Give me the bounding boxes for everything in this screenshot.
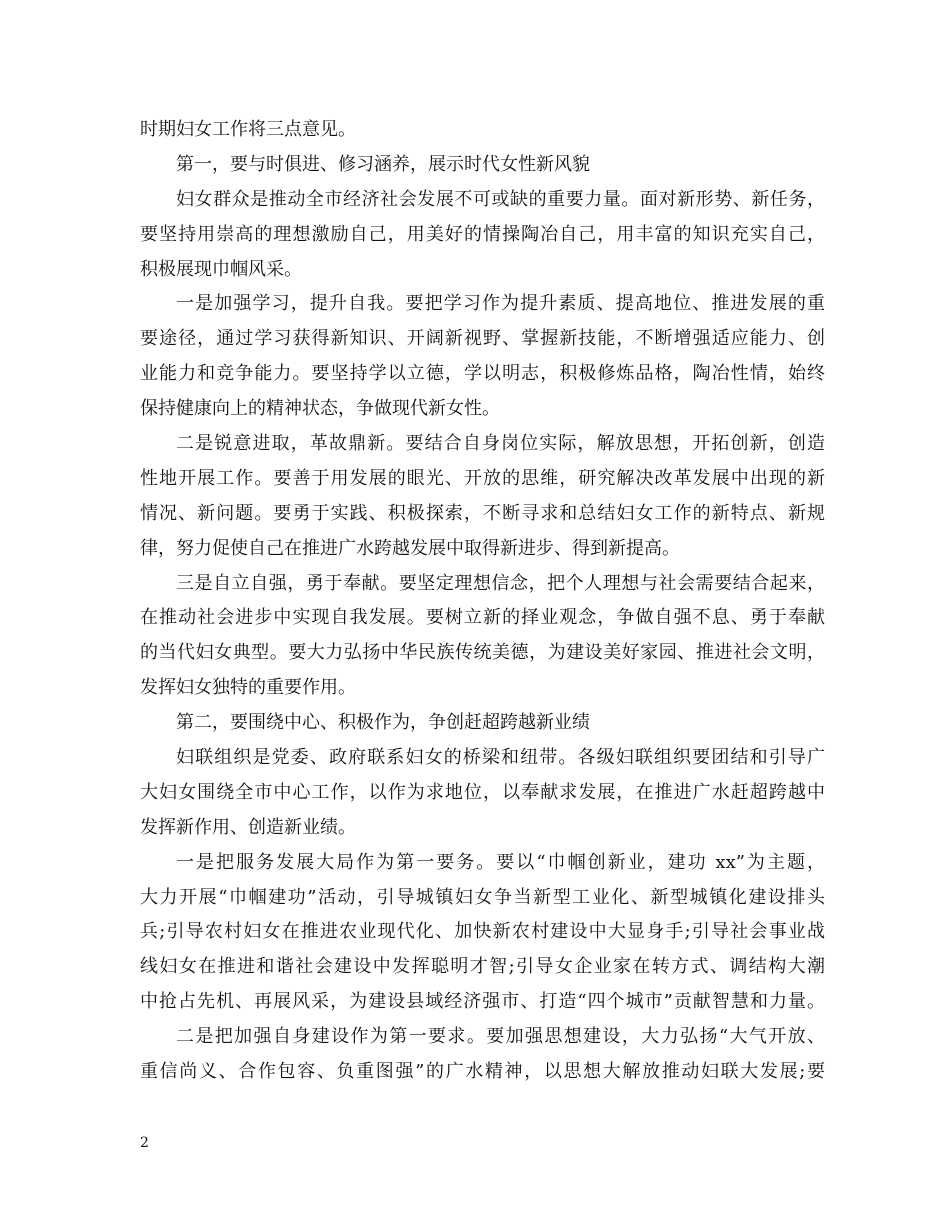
text-line: 重信尚义、合作包容、负重图强”的广水精神，以思想大解放推动妇联大发展;要 [140, 1061, 825, 1083]
text-line: 发挥妇女独特的重要作用。 [140, 677, 356, 699]
text-line: 二是把加强自身建设作为第一要求。要加强思想建设，大力弘扬“大气开放、 [176, 1026, 825, 1048]
text-line: 线妇女在推进和谐社会建设中发挥聪明才智;引导女企业家在转方式、调结构大潮 [140, 956, 825, 978]
text-line: 发挥新作用、创造新业绩。 [140, 816, 356, 838]
text-line: 情况、新问题。要勇于实践、积极探索，不断寻求和总结妇女工作的新特点、新规 [140, 502, 825, 524]
text-line: 一是把服务发展大局作为第一要务。要以“巾帼创新业，建功 xx”为主题， [176, 851, 825, 873]
text-line: 要坚持用崇高的理想激励自己，用美好的情操陶冶自己，用丰富的知识充实自己， [140, 223, 825, 245]
text-line: 大力开展“巾帼建功”活动，引导城镇妇女争当新型工业化、新型城镇化建设排头 [140, 886, 825, 908]
text-line: 律，努力促使自己在推进广水跨越发展中取得新进步、得到新提高。 [140, 537, 680, 559]
text-line: 保持健康向上的精神状态，争做现代新女性。 [140, 398, 500, 420]
page-number: 2 [140, 1135, 149, 1151]
body-text [140, 113, 825, 1090]
text-line: 时期妇女工作将三点意见。 [140, 119, 356, 140]
text-line: 性地开展工作。要善于用发展的眼光、开放的思维，研究解决改革发展中出现的新 [140, 467, 825, 489]
text-line: 大妇女围绕全市中心工作，以作为求地位，以奉献求发展，在推进广水赶超跨越中 [140, 781, 825, 803]
text-line: 积极展现巾帼风采。 [140, 258, 302, 280]
text-line: 业能力和竞争能力。要坚持学以立德，学以明志，积极修炼品格，陶冶性情，始终 [140, 363, 825, 385]
text-line: 一是加强学习，提升自我。要把学习作为提升素质、提高地位、推进发展的重 [176, 293, 825, 315]
section-heading: 第一，要与时俱进、修习涵养，展示时代女性新风貌 [176, 153, 590, 175]
text-line: 三是自立自强，勇于奉献。要坚定理想信念，把个人理想与社会需要结合起来， [176, 572, 825, 594]
text-line: 妇联组织是党委、政府联系妇女的桥梁和纽带。各级妇联组织要团结和引导广 [176, 747, 825, 769]
text-line: 妇女群众是推动全市经济社会发展不可或缺的重要力量。面对新形势、新任务， [176, 188, 825, 210]
text-line: 兵;引导农村妇女在推进农业现代化、加快新农村建设中大显身手;引导社会事业战 [140, 921, 825, 943]
text-line: 中抢占先机、再展风采，为建设县域经济强市、打造“四个城市”贡献智慧和力量。 [140, 991, 825, 1013]
text-line: 要途径，通过学习获得新知识、开阔新视野、掌握新技能，不断增强适应能力、创 [140, 328, 825, 350]
section-heading: 第二，要围绕中心、积极作为，争创赶超跨越新业绩 [176, 712, 590, 734]
text-line: 的当代妇女典型。要大力弘扬中华民族传统美德，为建设美好家园、推进社会文明， [140, 642, 825, 664]
text-line: 二是锐意进取，革故鼎新。要结合自身岗位实际，解放思想，开拓创新，创造 [176, 433, 825, 455]
text-line: 在推动社会进步中实现自我发展。要树立新的择业观念，争做自强不息、勇于奉献 [140, 607, 825, 629]
